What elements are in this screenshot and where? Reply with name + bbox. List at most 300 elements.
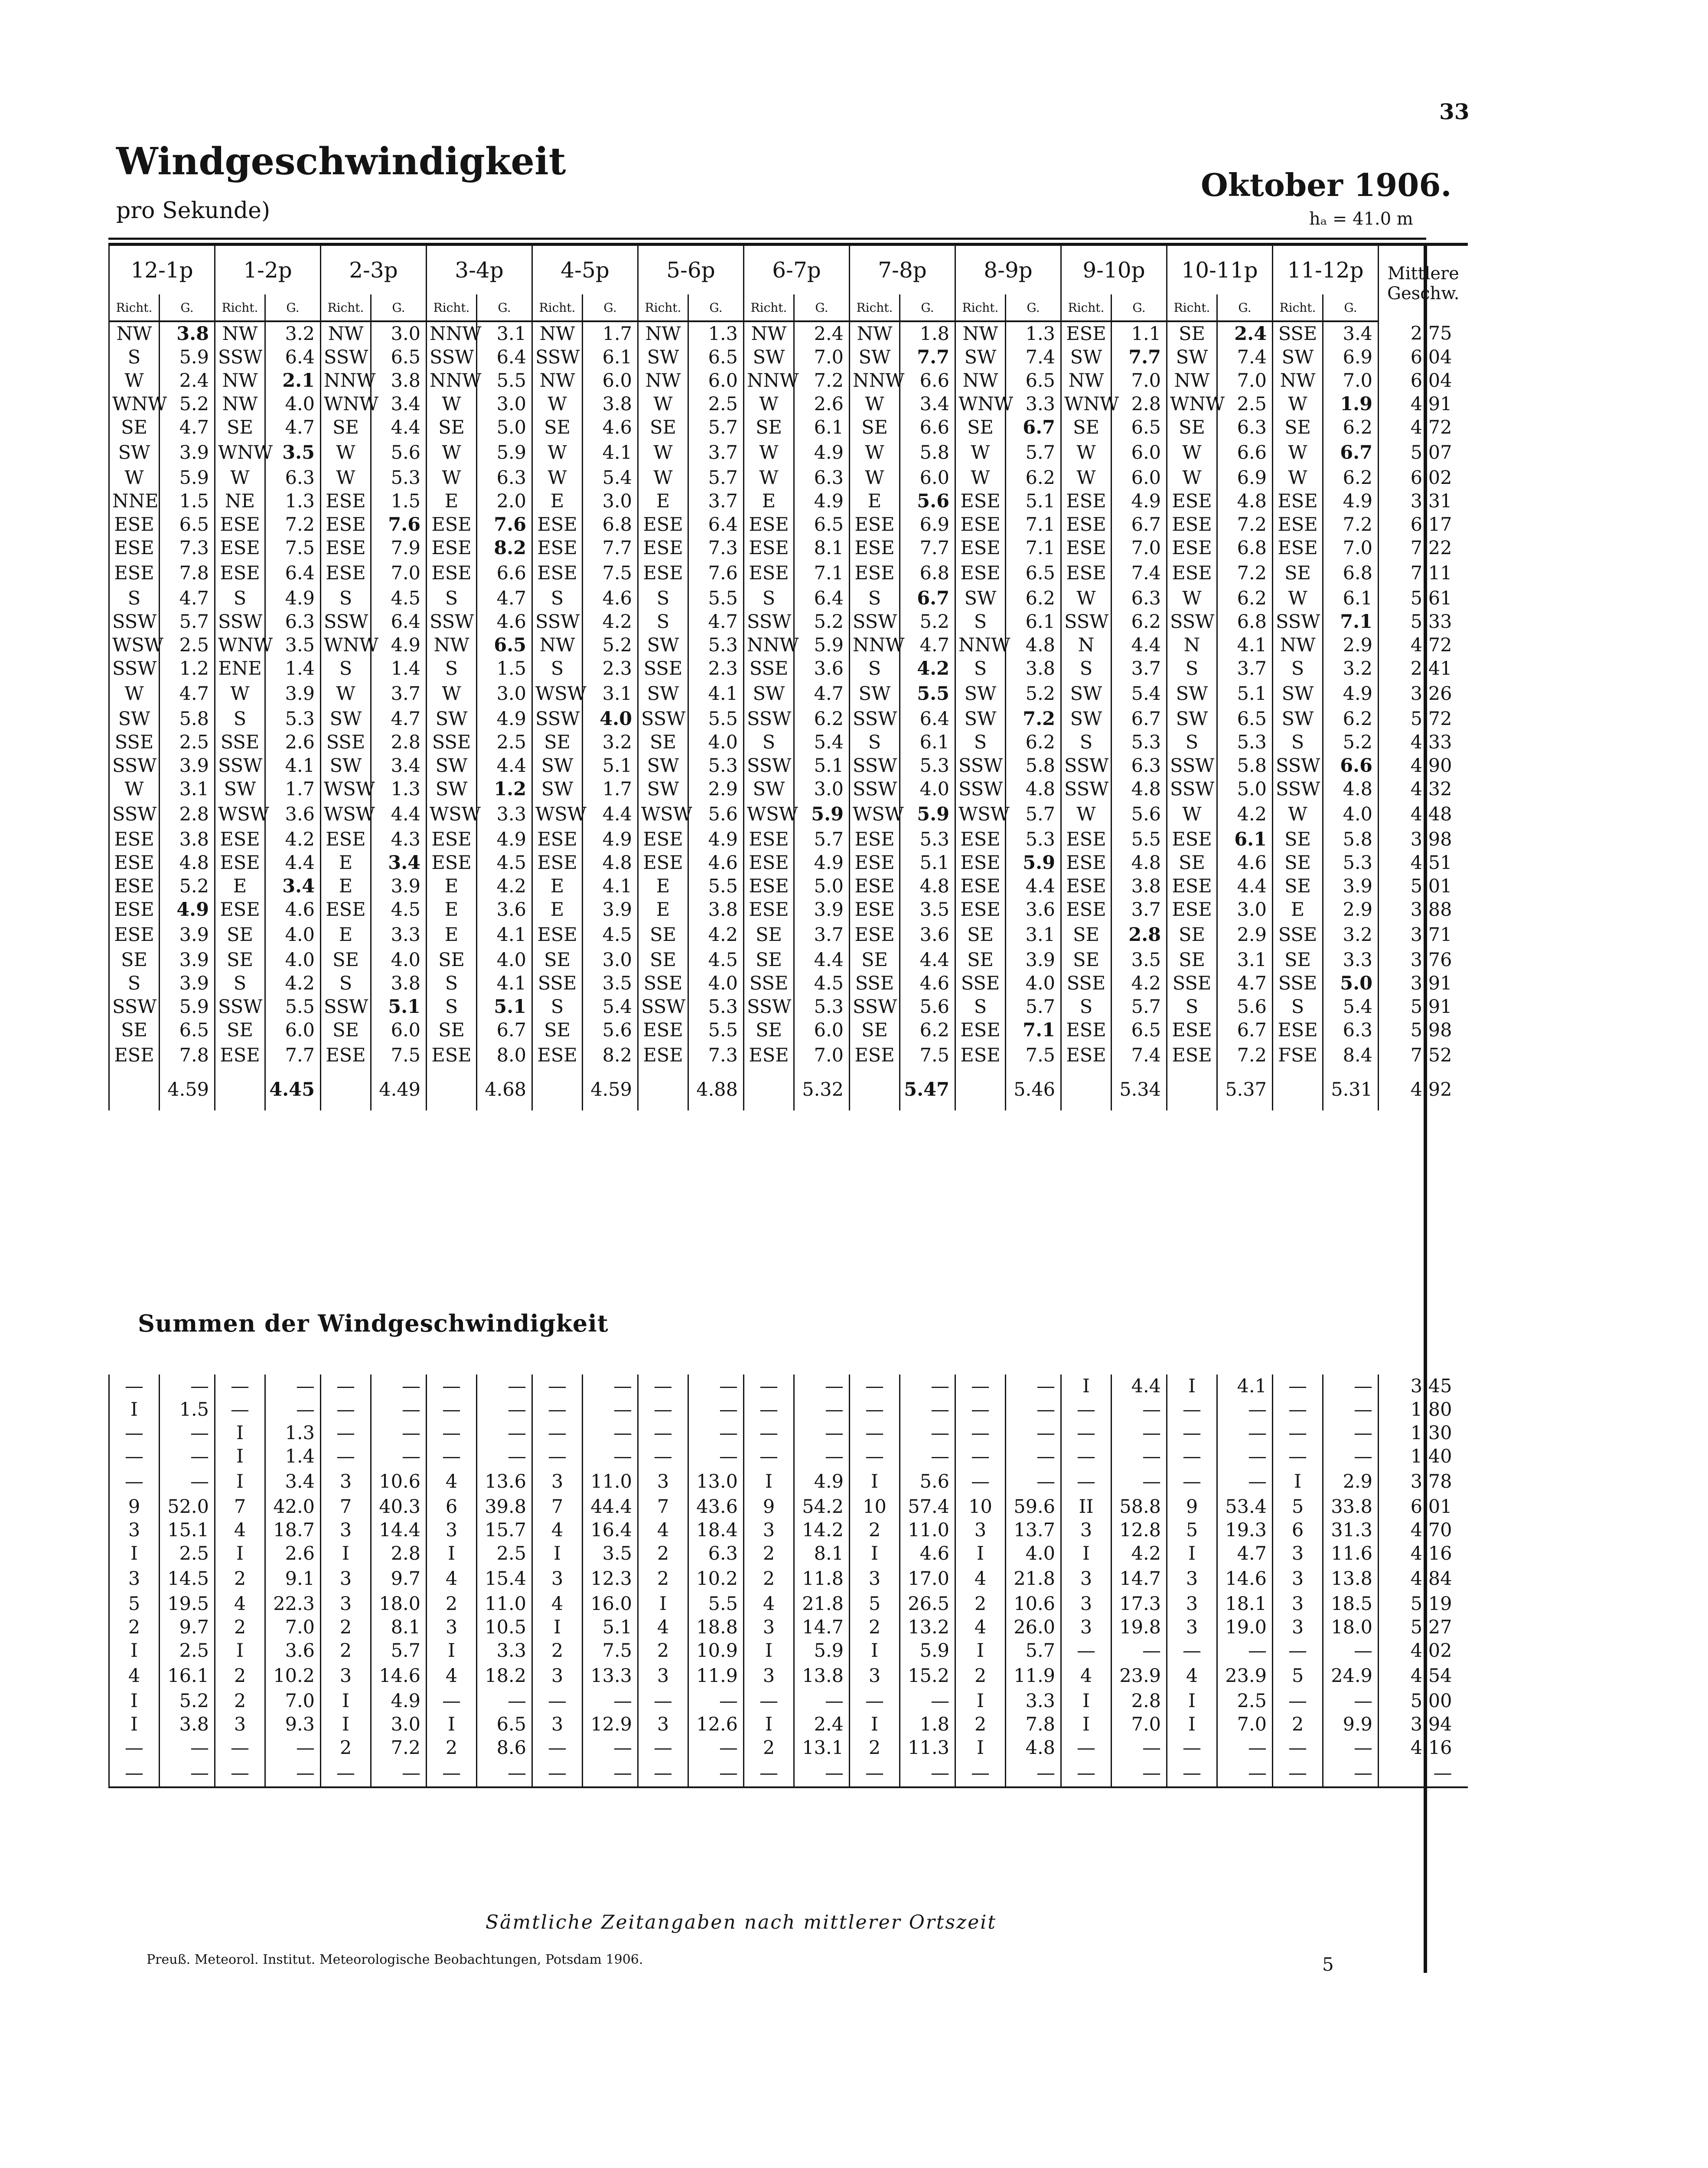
speed-cell: 4.1 [583,875,638,898]
direction-cell: NW [955,369,1006,392]
count-cell: 10 [955,1495,1006,1518]
direction-cell: ESE [1273,490,1323,513]
daily-mean-cell: 6.17 [1379,513,1468,536]
direction-cell: ESE [109,513,160,536]
sum-cell: — [160,1445,215,1468]
direction-cell: SSW [215,346,265,369]
daily-mean-cell: 5.07 [1379,439,1468,466]
speed-cell: 7.0 [1217,369,1273,392]
count-cell: 4 [744,1592,794,1616]
speed-cell: 6.5 [371,346,427,369]
count-cell: — [427,1760,477,1787]
speed-cell: 7.1 [1323,610,1379,633]
count-cell: I [215,1421,265,1445]
table-row [109,633,1468,657]
speed-cell: 6.1 [583,346,638,369]
speed-cell: 7.5 [371,1042,427,1069]
direction-cell: NNW [321,369,371,392]
direction-cell: WSW [744,801,794,828]
hour-header: 1-2p [215,245,321,295]
sum-cell: 5.2 [160,1689,215,1713]
direction-cell: SE [215,1019,265,1042]
direction-cell: SSE [321,731,371,754]
direction-cell: SSE [638,657,688,680]
count-cell: 4 [427,1565,477,1592]
speed-cell: 6.0 [1112,466,1167,490]
daily-mean-cell: 6.04 [1379,346,1468,369]
sum-cell: — [1112,1760,1167,1787]
speed-cell: 4.9 [1112,490,1167,513]
direction-cell: S [850,587,900,610]
sum-cell: 5.7 [1006,1639,1061,1662]
sum-cell: 5.5 [688,1592,744,1616]
speed-cell: 4.5 [583,921,638,948]
speed-cell: 6.2 [1112,610,1167,633]
sum-cell: — [160,1375,215,1398]
speed-cell: 3.8 [688,898,744,921]
count-cell: — [744,1375,794,1398]
sum-cell: 5.7 [371,1639,427,1662]
sum-cell: 4.9 [371,1689,427,1713]
count-cell: 2 [850,1616,900,1639]
count-cell: — [532,1760,583,1787]
sum-cell: — [688,1375,744,1398]
sum-cell: 2.6 [265,1542,321,1565]
sum-cell: — [371,1760,427,1787]
speed-cell: 5.1 [583,754,638,777]
direction-cell: ESE [1061,875,1112,898]
speed-cell: 6.0 [794,1019,850,1042]
direction-cell: SSE [1273,321,1323,346]
speed-cell: 5.4 [583,466,638,490]
direction-cell: S [321,972,371,995]
count-cell: — [427,1398,477,1421]
count-cell: — [109,1375,160,1398]
count-cell: 6 [427,1495,477,1518]
direction-cell: W [321,680,371,707]
count-cell: 4 [955,1565,1006,1592]
table-row [109,466,1468,490]
daily-mean-cell: 6.02 [1379,466,1468,490]
speed-cell: 4.8 [1217,490,1273,513]
speed-cell: 3.9 [583,898,638,921]
daily-mean-cell: 4.72 [1379,633,1468,657]
sums-mean-cell: 5.00 [1379,1689,1468,1713]
speed-header: G. [1006,294,1061,321]
count-cell: I [109,1398,160,1421]
speed-cell: 6.0 [900,466,955,490]
sum-cell: 31.3 [1323,1518,1379,1542]
count-cell: — [215,1398,265,1421]
speed-cell: 4.9 [1323,490,1379,513]
speed-cell: 4.9 [477,707,532,731]
table-row [109,560,1468,587]
sum-cell: 7.8 [1006,1713,1061,1736]
speed-cell: 5.7 [1006,439,1061,466]
speed-cell: 6.5 [1006,369,1061,392]
count-cell: I [850,1542,900,1565]
sum-cell: 10.5 [477,1616,532,1639]
speed-cell: 4.7 [900,633,955,657]
direction-cell: S [1061,995,1112,1019]
count-cell: 4 [215,1592,265,1616]
speed-cell: 7.0 [1323,369,1379,392]
monthly-mean-row [109,1069,1468,1110]
direction-cell: SW [744,777,794,801]
direction-header: Richt. [321,294,371,321]
sums-row [109,1662,1468,1689]
direction-cell: ESE [321,536,371,560]
speed-cell: 4.9 [1323,680,1379,707]
speed-cell: 3.9 [265,680,321,707]
sum-cell: 4.7 [1217,1542,1273,1565]
sum-cell: 21.8 [794,1592,850,1616]
direction-cell: ESE [1061,536,1112,560]
direction-cell: ESE [1167,560,1217,587]
speed-cell: 3.1 [583,680,638,707]
sums-mean-cell: — [1379,1760,1468,1787]
table-row [109,680,1468,707]
direction-cell: SW [532,754,583,777]
empty-cell [1167,1069,1217,1110]
sum-cell: — [477,1375,532,1398]
sum-cell: 11.0 [900,1518,955,1542]
speed-cell: 1.4 [265,657,321,680]
direction-cell: SSW [1061,754,1112,777]
daily-mean-cell: 3.88 [1379,898,1468,921]
speed-cell: 6.2 [1323,416,1379,439]
speed-cell: 1.1 [1112,321,1167,346]
speed-cell: 6.5 [688,346,744,369]
monthly-mean-cell: 4.49 [371,1069,427,1110]
speed-cell: 2.5 [160,633,215,657]
count-cell: 7 [532,1495,583,1518]
sum-cell: 23.9 [1112,1662,1167,1689]
direction-cell: WSW [532,680,583,707]
table-row [109,490,1468,513]
speed-cell: 1.3 [1006,321,1061,346]
direction-cell: SE [1273,560,1323,587]
count-cell: I [215,1542,265,1565]
sum-cell: — [900,1375,955,1398]
speed-cell: 4.8 [900,875,955,898]
sum-cell: — [1323,1398,1379,1421]
speed-cell: 4.6 [900,972,955,995]
count-cell: — [1273,1736,1323,1760]
direction-cell: S [1273,731,1323,754]
count-cell: 5 [109,1592,160,1616]
sum-cell: 33.8 [1323,1495,1379,1518]
sum-cell: 53.4 [1217,1495,1273,1518]
speed-cell: 6.5 [1112,1019,1167,1042]
sum-cell: 2.4 [794,1713,850,1736]
direction-cell: NW [532,321,583,346]
sum-cell: 7.0 [265,1689,321,1713]
speed-cell: 4.8 [583,851,638,875]
count-cell: 3 [638,1662,688,1689]
speed-cell: 5.3 [1006,828,1061,851]
direction-cell: E [427,875,477,898]
count-cell: 5 [1273,1495,1323,1518]
page-subtitle: pro Sekunde) [116,198,271,224]
direction-cell: N [1167,633,1217,657]
sum-cell: 2.8 [1112,1689,1167,1713]
speed-cell: 3.6 [1006,898,1061,921]
sum-cell: 26.5 [900,1592,955,1616]
speed-cell: 2.6 [265,731,321,754]
speed-cell: 6.4 [794,587,850,610]
speed-cell: 6.4 [688,513,744,536]
speed-cell: 3.4 [371,754,427,777]
count-cell: — [427,1421,477,1445]
count-cell: 2 [955,1592,1006,1616]
direction-cell: SW [955,680,1006,707]
direction-cell: W [638,439,688,466]
direction-cell: SSW [638,995,688,1019]
direction-cell: ESE [955,513,1006,536]
direction-cell: SW [1273,707,1323,731]
speed-cell: 7.3 [688,536,744,560]
direction-cell: SSE [744,657,794,680]
sum-cell: 39.8 [477,1495,532,1518]
direction-cell: E [321,921,371,948]
speed-cell: 5.2 [1006,680,1061,707]
direction-cell: ESE [1167,513,1217,536]
speed-cell: 5.1 [371,995,427,1019]
direction-cell: SW [955,587,1006,610]
sum-cell: — [583,1689,638,1713]
sum-cell: 14.5 [160,1565,215,1592]
sums-mean-cell: 5.27 [1379,1616,1468,1639]
count-cell: I [109,1713,160,1736]
sum-cell: 5.9 [794,1639,850,1662]
direction-cell: W [1273,392,1323,416]
direction-cell: S [955,995,1006,1019]
count-cell: — [744,1421,794,1445]
speed-cell: 5.2 [794,610,850,633]
count-cell: — [638,1421,688,1445]
sum-cell: — [371,1421,427,1445]
speed-cell: 4.4 [1112,633,1167,657]
direction-cell: ESE [1061,513,1112,536]
direction-cell: SSE [850,972,900,995]
direction-cell: S [1273,995,1323,1019]
speed-cell: 4.0 [477,948,532,972]
count-cell: — [427,1445,477,1468]
sums-row [109,1518,1468,1542]
speed-cell: 7.4 [1112,560,1167,587]
speed-cell: 6.0 [371,1019,427,1042]
direction-cell: ESE [744,560,794,587]
direction-cell: SE [955,416,1006,439]
count-cell: I [955,1689,1006,1713]
speed-cell: 4.4 [477,754,532,777]
count-cell: I [532,1616,583,1639]
daily-mean-cell: 5.91 [1379,995,1468,1019]
count-cell: — [955,1398,1006,1421]
mean-header: Mittlere Geschw. [1379,245,1468,322]
count-cell: 2 [744,1736,794,1760]
direction-cell: ESE [1273,536,1323,560]
speed-cell: 5.3 [371,466,427,490]
direction-cell: SE [1273,828,1323,851]
speed-cell: 4.2 [688,921,744,948]
speed-cell: 4.9 [371,633,427,657]
empty-cell [955,1069,1006,1110]
count-cell: — [321,1421,371,1445]
direction-cell: SSW [109,754,160,777]
count-cell: 2 [638,1639,688,1662]
direction-cell: SSW [532,707,583,731]
direction-cell: WNW [1061,392,1112,416]
sum-cell: 15.2 [900,1662,955,1689]
direction-cell: SSW [1167,777,1217,801]
direction-cell: SW [850,346,900,369]
speed-cell: 4.5 [688,948,744,972]
direction-cell: S [109,587,160,610]
count-cell: — [1273,1398,1323,1421]
direction-cell: W [109,466,160,490]
speed-cell: 2.9 [688,777,744,801]
direction-cell: NW [109,321,160,346]
hour-header: 12-1p [109,245,215,295]
speed-cell: 2.5 [688,392,744,416]
wind-speed-table [108,243,1468,1110]
daily-mean-cell: 3.91 [1379,972,1468,995]
direction-cell: ESE [1273,1019,1323,1042]
count-cell: I [744,1468,794,1495]
count-cell: 4 [532,1592,583,1616]
sum-cell: 11.0 [583,1468,638,1495]
count-cell: — [850,1760,900,1787]
speed-cell: 4.7 [794,680,850,707]
sum-cell: 13.1 [794,1736,850,1760]
table-row [109,657,1468,680]
count-cell: 3 [532,1565,583,1592]
count-cell: I [850,1468,900,1495]
speed-cell: 4.9 [794,490,850,513]
count-cell: — [215,1760,265,1787]
direction-cell: FSE [1273,1042,1323,1069]
speed-cell: 6.0 [583,369,638,392]
sum-cell: 4.4 [1112,1375,1167,1398]
speed-cell: 3.7 [1112,898,1167,921]
speed-cell: 6.6 [900,369,955,392]
monthly-mean-cell: 5.31 [1323,1069,1379,1110]
direction-cell: SSW [321,995,371,1019]
count-cell: I [1061,1689,1112,1713]
table-row [109,707,1468,731]
sum-cell: 18.1 [1217,1592,1273,1616]
count-cell: I [215,1468,265,1495]
speed-cell: 3.1 [1217,948,1273,972]
direction-cell: ESE [215,898,265,921]
speed-cell: 6.4 [371,610,427,633]
speed-cell: 4.7 [160,416,215,439]
speed-cell: 6.4 [265,560,321,587]
speed-cell: 6.8 [1323,560,1379,587]
table-row [109,875,1468,898]
speed-cell: 6.3 [265,466,321,490]
sum-cell: 7.0 [265,1616,321,1639]
direction-cell: NW [1273,633,1323,657]
direction-cell: SW [1061,346,1112,369]
sum-cell: — [688,1398,744,1421]
direction-cell: W [109,680,160,707]
speed-cell: 6.0 [265,1019,321,1042]
direction-cell: WNW [955,392,1006,416]
sum-cell: 59.6 [1006,1495,1061,1518]
sum-cell: 5.1 [583,1616,638,1639]
speed-cell: 5.3 [794,995,850,1019]
speed-cell: 3.2 [583,731,638,754]
count-cell: I [850,1713,900,1736]
sum-cell: — [1217,1468,1273,1495]
speed-cell: 8.0 [477,1042,532,1069]
sums-title: Summen der Windgeschwindigkeit [138,1309,609,1337]
direction-cell: ESE [109,828,160,851]
count-cell: — [850,1445,900,1468]
speed-cell: 5.2 [583,633,638,657]
direction-cell: ESE [850,1042,900,1069]
direction-header: Richt. [1061,294,1112,321]
direction-cell: S [1061,731,1112,754]
direction-cell: NW [1273,369,1323,392]
direction-cell: ESE [215,560,265,587]
direction-cell: SW [955,707,1006,731]
sum-cell: 13.7 [1006,1518,1061,1542]
count-cell: I [1061,1713,1112,1736]
direction-cell: NNW [427,369,477,392]
sum-cell: 13.8 [1323,1565,1379,1592]
sum-cell: 2.5 [160,1639,215,1662]
count-cell: I [109,1542,160,1565]
table-row [109,1042,1468,1069]
hour-header: 8-9p [955,245,1061,295]
direction-cell: ESE [109,875,160,898]
speed-cell: 2.4 [1217,321,1273,346]
sum-cell: 18.0 [371,1592,427,1616]
direction-cell: E [427,490,477,513]
direction-cell: SE [1273,875,1323,898]
count-cell: I [427,1639,477,1662]
sum-cell: 11.0 [477,1592,532,1616]
sum-cell: — [1112,1639,1167,1662]
count-cell: I [321,1713,371,1736]
sums-row [109,1639,1468,1662]
direction-cell: S [850,657,900,680]
empty-cell [638,1069,688,1110]
direction-cell: NNE [109,490,160,513]
hour-header: 9-10p [1061,245,1167,295]
direction-cell: SE [1167,948,1217,972]
direction-cell: E [427,921,477,948]
speed-cell: 4.5 [794,972,850,995]
direction-header: Richt. [215,294,265,321]
speed-cell: 7.7 [1112,346,1167,369]
direction-cell: SE [850,416,900,439]
speed-cell: 2.5 [477,731,532,754]
speed-cell: 7.2 [1323,513,1379,536]
speed-cell: 7.2 [794,369,850,392]
speed-cell: 3.2 [265,321,321,346]
sum-cell: 4.2 [1112,1542,1167,1565]
table-row [109,731,1468,754]
direction-cell: SW [427,754,477,777]
direction-cell: SW [109,707,160,731]
count-cell: — [850,1421,900,1445]
speed-cell: 5.7 [688,416,744,439]
